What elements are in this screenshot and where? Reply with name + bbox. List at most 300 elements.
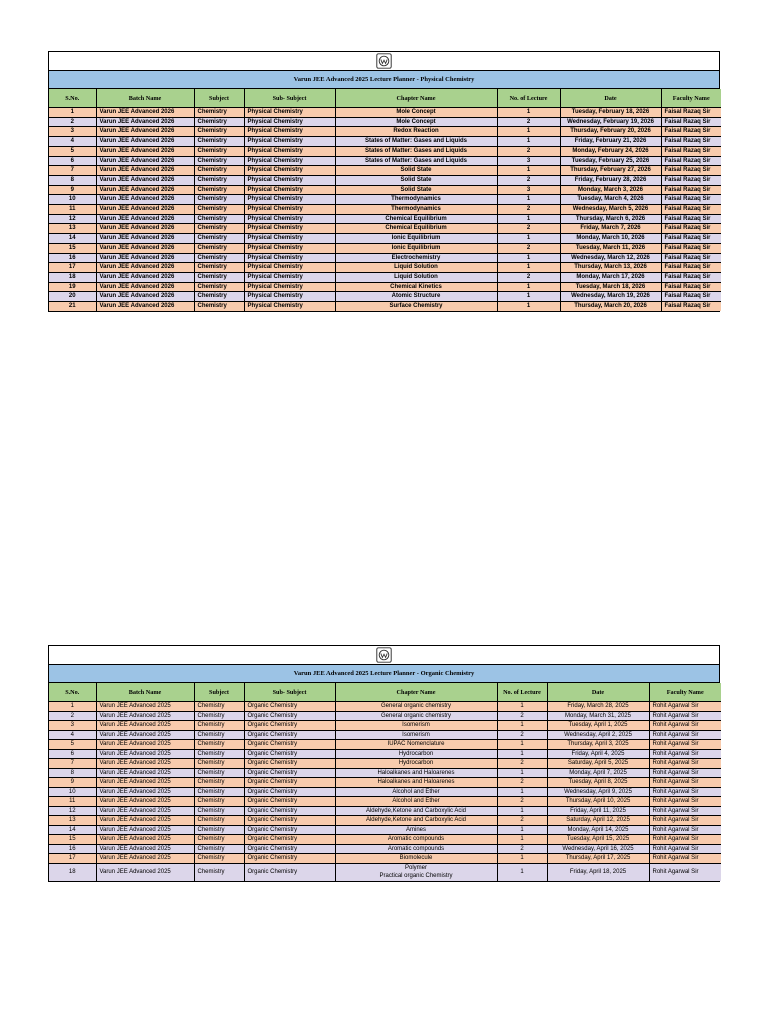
cell-lecture-count: 1: [497, 234, 560, 244]
cell-sno: 3: [49, 721, 96, 731]
table-row: [49, 156, 721, 166]
cell-chapter-name: Alcohol and Ether: [335, 787, 497, 797]
cell-line: Practical organic Chemistry: [379, 873, 453, 879]
table-row: [49, 740, 721, 750]
cell-faculty-name: Faisal Razaq Sir: [661, 156, 721, 166]
header-sno: S.No.: [49, 89, 96, 108]
lecture-table: [49, 683, 721, 881]
cell-date: Friday, February 21, 2026: [560, 137, 661, 147]
organic-chemistry-planner: [48, 645, 720, 882]
cell-date: Wednesday, April 2, 2025: [547, 730, 649, 740]
header-lecture-count: No. of Lecture: [497, 89, 560, 108]
cell-sno: 1: [49, 108, 96, 118]
table-row: [49, 721, 721, 731]
cell-subject: Chemistry: [194, 214, 244, 224]
cell-date: Thursday, February 20, 2026: [560, 127, 661, 137]
cell-batch-name: Varun JEE Advanced 2025: [96, 797, 194, 807]
cell-sub-subject: Physical Chemistry: [244, 205, 335, 215]
cell-lecture-count: 1: [497, 292, 560, 302]
cell-batch-name: Varun JEE Advanced 2026: [96, 224, 194, 234]
cell-date: Saturday, April 5, 2025: [547, 759, 649, 769]
cell-subject: Chemistry: [194, 253, 244, 263]
cell-batch-name: Varun JEE Advanced 2025: [96, 816, 194, 826]
cell-sub-subject: Organic Chemistry: [244, 730, 335, 740]
cell-sub-subject: Organic Chemistry: [244, 806, 335, 816]
cell-lecture-count: 1: [497, 214, 560, 224]
table-row: [49, 263, 721, 273]
cell-date: Tuesday, April 1, 2025: [547, 721, 649, 731]
cell-lecture-count: 1: [497, 749, 547, 759]
cell-chapter-name: Redox Reaction: [335, 127, 497, 137]
cell-subject: Chemistry: [194, 787, 244, 797]
cell-date: Tuesday, March 18, 2026: [560, 282, 661, 292]
cell-sno: 5: [49, 740, 96, 750]
cell-chapter-name: States of Matter: Gases and Liquids: [335, 146, 497, 156]
cell-batch-name: Varun JEE Advanced 2025: [96, 730, 194, 740]
cell-chapter-name: Ionic Equilibrium: [335, 234, 497, 244]
cell-faculty-name: Faisal Razaq Sir: [661, 137, 721, 147]
logo-row: [49, 646, 719, 665]
institute-logo-icon: [376, 647, 392, 663]
cell-lecture-count: 1: [497, 740, 547, 750]
cell-sno: 12: [49, 806, 96, 816]
cell-subject: Chemistry: [194, 702, 244, 712]
cell-sno: 21: [49, 302, 96, 311]
cell-chapter-name: [335, 863, 497, 881]
cell-sno: 9: [49, 778, 96, 788]
cell-sno: 7: [49, 759, 96, 769]
cell-faculty-name: Rohit Agarwal Sir: [649, 702, 721, 712]
cell-batch-name: Varun JEE Advanced 2026: [96, 108, 194, 118]
table-row: [49, 835, 721, 845]
cell-sno: 4: [49, 137, 96, 147]
cell-lecture-count: 1: [497, 787, 547, 797]
cell-sub-subject: Physical Chemistry: [244, 272, 335, 282]
cell-batch-name: Varun JEE Advanced 2025: [96, 863, 194, 881]
cell-faculty-name: Faisal Razaq Sir: [661, 214, 721, 224]
cell-sub-subject: Physical Chemistry: [244, 263, 335, 273]
cell-faculty-name: Faisal Razaq Sir: [661, 175, 721, 185]
cell-sno: 12: [49, 214, 96, 224]
cell-sno: 6: [49, 749, 96, 759]
cell-batch-name: Varun JEE Advanced 2026: [96, 175, 194, 185]
cell-subject: Chemistry: [194, 835, 244, 845]
cell-chapter-name: Solid State: [335, 166, 497, 176]
table-row: [49, 854, 721, 864]
cell-batch-name: Varun JEE Advanced 2026: [96, 205, 194, 215]
cell-date: Friday, March 28, 2025: [547, 702, 649, 712]
header-date: Date: [560, 89, 661, 108]
cell-chapter-name: Biomolecule: [335, 854, 497, 864]
cell-sub-subject: Organic Chemistry: [244, 740, 335, 750]
cell-date: Monday, March 10, 2026: [560, 234, 661, 244]
table-row: [49, 825, 721, 835]
table-row: [49, 175, 721, 185]
cell-date: Wednesday, April 16, 2025: [547, 844, 649, 854]
table-row: [49, 768, 721, 778]
cell-batch-name: Varun JEE Advanced 2026: [96, 195, 194, 205]
header-row: [49, 683, 721, 702]
cell-sub-subject: Physical Chemistry: [244, 214, 335, 224]
cell-subject: Chemistry: [194, 854, 244, 864]
cell-sno: 2: [49, 711, 96, 721]
cell-subject: Chemistry: [194, 205, 244, 215]
cell-sno: 18: [49, 272, 96, 282]
cell-sub-subject: Physical Chemistry: [244, 127, 335, 137]
cell-chapter-name: Haloalkanes and Haloarenes: [335, 778, 497, 788]
cell-sub-subject: Organic Chemistry: [244, 778, 335, 788]
cell-chapter-name: States of Matter: Gases and Liquids: [335, 137, 497, 147]
cell-date: Thursday, April 17, 2025: [547, 854, 649, 864]
cell-faculty-name: Faisal Razaq Sir: [661, 117, 721, 127]
cell-lecture-count: 2: [497, 816, 547, 826]
cell-chapter-name: Atomic Structure: [335, 292, 497, 302]
cell-sub-subject: Organic Chemistry: [244, 759, 335, 769]
cell-lecture-count: 1: [497, 702, 547, 712]
cell-date: Thursday, February 27, 2026: [560, 166, 661, 176]
cell-faculty-name: Faisal Razaq Sir: [661, 263, 721, 273]
cell-lecture-count: 2: [497, 146, 560, 156]
cell-faculty-name: Rohit Agarwal Sir: [649, 825, 721, 835]
cell-subject: Chemistry: [194, 243, 244, 253]
cell-faculty-name: Faisal Razaq Sir: [661, 195, 721, 205]
cell-chapter-name: Isomerism: [335, 721, 497, 731]
cell-chapter-name: Aldehyde,Ketone and Carboxylic Acid: [335, 806, 497, 816]
cell-chapter-name: Solid State: [335, 175, 497, 185]
cell-chapter-name: Liquid Solution: [335, 263, 497, 273]
cell-date: Tuesday, April 8, 2025: [547, 778, 649, 788]
cell-sno: 18: [49, 863, 96, 881]
cell-date: Thursday, March 20, 2026: [560, 302, 661, 311]
cell-sno: 17: [49, 263, 96, 273]
cell-lecture-count: 1: [497, 863, 547, 881]
cell-lecture-count: 3: [497, 185, 560, 195]
cell-subject: Chemistry: [194, 740, 244, 750]
cell-batch-name: Varun JEE Advanced 2026: [96, 263, 194, 273]
cell-sub-subject: Organic Chemistry: [244, 863, 335, 881]
cell-batch-name: Varun JEE Advanced 2026: [96, 166, 194, 176]
cell-lecture-count: 2: [497, 205, 560, 215]
cell-date: Tuesday, February 18, 2026: [560, 108, 661, 118]
cell-faculty-name: Rohit Agarwal Sir: [649, 711, 721, 721]
cell-sno: 14: [49, 234, 96, 244]
cell-chapter-name: Isomerism: [335, 730, 497, 740]
cell-subject: Chemistry: [194, 844, 244, 854]
logo-row: [49, 52, 719, 71]
cell-sno: 15: [49, 243, 96, 253]
cell-faculty-name: Rohit Agarwal Sir: [649, 749, 721, 759]
cell-batch-name: Varun JEE Advanced 2025: [96, 721, 194, 731]
cell-sno: 15: [49, 835, 96, 845]
table-row: [49, 816, 721, 826]
cell-batch-name: Varun JEE Advanced 2026: [96, 137, 194, 147]
table-row: [49, 797, 721, 807]
cell-sno: 1: [49, 702, 96, 712]
cell-batch-name: Varun JEE Advanced 2025: [96, 711, 194, 721]
cell-sub-subject: Organic Chemistry: [244, 797, 335, 807]
cell-subject: Chemistry: [194, 302, 244, 311]
lecture-table: [49, 89, 721, 311]
cell-batch-name: Varun JEE Advanced 2026: [96, 282, 194, 292]
planner-title: Varun JEE Advanced 2025 Lecture Planner - Physical Chemistry: [49, 71, 719, 89]
cell-sno: 16: [49, 253, 96, 263]
cell-subject: Chemistry: [194, 272, 244, 282]
cell-batch-name: Varun JEE Advanced 2026: [96, 185, 194, 195]
cell-date: Thursday, April 3, 2025: [547, 740, 649, 750]
cell-chapter-name: Hydrocarbon: [335, 759, 497, 769]
cell-subject: Chemistry: [194, 156, 244, 166]
cell-sub-subject: Organic Chemistry: [244, 844, 335, 854]
cell-chapter-name: Alcohol and Ether: [335, 797, 497, 807]
cell-lecture-count: 2: [497, 778, 547, 788]
table-row: [49, 787, 721, 797]
cell-subject: Chemistry: [194, 263, 244, 273]
cell-date: Wednesday, March 12, 2026: [560, 253, 661, 263]
cell-sno: 14: [49, 825, 96, 835]
cell-sno: 11: [49, 797, 96, 807]
cell-lecture-count: 1: [497, 721, 547, 731]
cell-sno: 5: [49, 146, 96, 156]
cell-sub-subject: Physical Chemistry: [244, 175, 335, 185]
cell-chapter-name: Chemical Equilibrium: [335, 214, 497, 224]
cell-chapter-name: Amines: [335, 825, 497, 835]
table-row: [49, 302, 721, 311]
cell-date: Thursday, April 10, 2025: [547, 797, 649, 807]
header-subject: Subject: [194, 89, 244, 108]
cell-lecture-count: 2: [497, 759, 547, 769]
cell-faculty-name: Rohit Agarwal Sir: [649, 863, 721, 881]
cell-subject: Chemistry: [194, 749, 244, 759]
cell-chapter-name: General organic chemistry: [335, 711, 497, 721]
header-row: [49, 89, 721, 108]
cell-lecture-count: 2: [497, 272, 560, 282]
cell-sub-subject: Organic Chemistry: [244, 787, 335, 797]
cell-subject: Chemistry: [194, 806, 244, 816]
cell-lecture-count: 1: [497, 127, 560, 137]
cell-faculty-name: Faisal Razaq Sir: [661, 292, 721, 302]
table-row: [49, 185, 721, 195]
cell-sub-subject: Physical Chemistry: [244, 137, 335, 147]
table-row: [49, 253, 721, 263]
cell-subject: Chemistry: [194, 137, 244, 147]
table-row: [49, 759, 721, 769]
cell-date: Wednesday, March 5, 2026: [560, 205, 661, 215]
cell-subject: Chemistry: [194, 166, 244, 176]
cell-lecture-count: 2: [497, 243, 560, 253]
cell-sub-subject: Organic Chemistry: [244, 835, 335, 845]
table-row: [49, 205, 721, 215]
cell-subject: Chemistry: [194, 185, 244, 195]
header-sno: S.No.: [49, 683, 96, 702]
cell-date: Monday, February 24, 2026: [560, 146, 661, 156]
table-row: [49, 214, 721, 224]
cell-sub-subject: Physical Chemistry: [244, 117, 335, 127]
cell-sub-subject: Organic Chemistry: [244, 816, 335, 826]
cell-lecture-count: 2: [497, 224, 560, 234]
cell-subject: Chemistry: [194, 146, 244, 156]
cell-faculty-name: Rohit Agarwal Sir: [649, 759, 721, 769]
cell-subject: Chemistry: [194, 224, 244, 234]
cell-subject: Chemistry: [194, 825, 244, 835]
cell-subject: Chemistry: [194, 711, 244, 721]
cell-faculty-name: Rohit Agarwal Sir: [649, 730, 721, 740]
cell-date: Wednesday, April 9, 2025: [547, 787, 649, 797]
cell-subject: Chemistry: [194, 292, 244, 302]
cell-chapter-name: Aromatic compounds: [335, 844, 497, 854]
cell-lecture-count: 1: [497, 854, 547, 864]
cell-faculty-name: Rohit Agarwal Sir: [649, 797, 721, 807]
cell-subject: Chemistry: [194, 175, 244, 185]
cell-date: Saturday, April 12, 2025: [547, 816, 649, 826]
cell-chapter-name: Thermodynamics: [335, 205, 497, 215]
cell-faculty-name: Faisal Razaq Sir: [661, 282, 721, 292]
cell-lecture-count: 1: [497, 282, 560, 292]
cell-subject: Chemistry: [194, 195, 244, 205]
cell-sno: 10: [49, 787, 96, 797]
cell-lecture-count: 2: [497, 711, 547, 721]
cell-sub-subject: Physical Chemistry: [244, 156, 335, 166]
cell-faculty-name: Faisal Razaq Sir: [661, 253, 721, 263]
cell-chapter-name: Surface Chemistry: [335, 302, 497, 311]
cell-faculty-name: Rohit Agarwal Sir: [649, 721, 721, 731]
table-row: [49, 272, 721, 282]
cell-date: Friday, February 28, 2026: [560, 175, 661, 185]
cell-lecture-count: 2: [497, 175, 560, 185]
cell-sub-subject: Physical Chemistry: [244, 108, 335, 118]
cell-date: Tuesday, February 25, 2026: [560, 156, 661, 166]
cell-faculty-name: Faisal Razaq Sir: [661, 272, 721, 282]
cell-sub-subject: Organic Chemistry: [244, 702, 335, 712]
cell-faculty-name: Rohit Agarwal Sir: [649, 778, 721, 788]
cell-lecture-count: 3: [497, 156, 560, 166]
cell-sno: 17: [49, 854, 96, 864]
cell-subject: Chemistry: [194, 863, 244, 881]
cell-lecture-count: 2: [497, 797, 547, 807]
cell-subject: Chemistry: [194, 127, 244, 137]
cell-sub-subject: Organic Chemistry: [244, 825, 335, 835]
cell-batch-name: Varun JEE Advanced 2026: [96, 292, 194, 302]
cell-sub-subject: Physical Chemistry: [244, 195, 335, 205]
cell-date: Friday, April 18, 2025: [547, 863, 649, 881]
cell-chapter-name: Solid State: [335, 185, 497, 195]
cell-chapter-name: General organic chemistry: [335, 702, 497, 712]
cell-subject: Chemistry: [194, 721, 244, 731]
cell-sub-subject: Physical Chemistry: [244, 292, 335, 302]
table-row: [49, 844, 721, 854]
header-subject: Subject: [194, 683, 244, 702]
cell-batch-name: Varun JEE Advanced 2025: [96, 806, 194, 816]
cell-batch-name: Varun JEE Advanced 2026: [96, 127, 194, 137]
cell-faculty-name: Faisal Razaq Sir: [661, 108, 721, 118]
cell-batch-name: Varun JEE Advanced 2025: [96, 749, 194, 759]
cell-batch-name: Varun JEE Advanced 2026: [96, 302, 194, 311]
planner-title: Varun JEE Advanced 2025 Lecture Planner - Organic Chemistry: [49, 665, 719, 683]
cell-faculty-name: Faisal Razaq Sir: [661, 224, 721, 234]
cell-chapter-name: Chemical Equilibrium: [335, 224, 497, 234]
cell-sno: 10: [49, 195, 96, 205]
cell-batch-name: Varun JEE Advanced 2025: [96, 768, 194, 778]
header-chapter-name: Chapter Name: [335, 89, 497, 108]
cell-batch-name: Varun JEE Advanced 2025: [96, 702, 194, 712]
table-row: [49, 711, 721, 721]
cell-sub-subject: Physical Chemistry: [244, 243, 335, 253]
cell-sub-subject: Physical Chemistry: [244, 253, 335, 263]
cell-sub-subject: Physical Chemistry: [244, 166, 335, 176]
cell-faculty-name: Faisal Razaq Sir: [661, 302, 721, 311]
cell-batch-name: Varun JEE Advanced 2025: [96, 778, 194, 788]
cell-date: Wednesday, March 19, 2026: [560, 292, 661, 302]
cell-sno: 20: [49, 292, 96, 302]
table-row: [49, 243, 721, 253]
header-chapter-name: Chapter Name: [335, 683, 497, 702]
cell-date: Wednesday, February 19, 2026: [560, 117, 661, 127]
cell-faculty-name: Rohit Agarwal Sir: [649, 835, 721, 845]
cell-batch-name: Varun JEE Advanced 2025: [96, 835, 194, 845]
cell-sub-subject: Organic Chemistry: [244, 721, 335, 731]
table-row: [49, 702, 721, 712]
cell-lecture-count: 1: [497, 825, 547, 835]
institute-logo-icon: [376, 53, 392, 69]
cell-date: Tuesday, April 15, 2025: [547, 835, 649, 845]
cell-faculty-name: Faisal Razaq Sir: [661, 146, 721, 156]
cell-subject: Chemistry: [194, 117, 244, 127]
cell-date: Monday, April 14, 2025: [547, 825, 649, 835]
cell-lecture-count: 1: [497, 195, 560, 205]
cell-batch-name: Varun JEE Advanced 2026: [96, 253, 194, 263]
cell-sno: 6: [49, 156, 96, 166]
cell-sno: 13: [49, 816, 96, 826]
header-date: Date: [547, 683, 649, 702]
cell-faculty-name: Faisal Razaq Sir: [661, 205, 721, 215]
cell-sno: 16: [49, 844, 96, 854]
cell-sub-subject: Organic Chemistry: [244, 711, 335, 721]
header-faculty-name: Faculty Name: [661, 89, 721, 108]
table-row: [49, 108, 721, 118]
cell-batch-name: Varun JEE Advanced 2025: [96, 787, 194, 797]
table-row: [49, 749, 721, 759]
cell-chapter-name: Aromatic compounds: [335, 835, 497, 845]
cell-batch-name: Varun JEE Advanced 2026: [96, 156, 194, 166]
cell-faculty-name: Rohit Agarwal Sir: [649, 806, 721, 816]
cell-batch-name: Varun JEE Advanced 2025: [96, 740, 194, 750]
cell-subject: Chemistry: [194, 730, 244, 740]
cell-chapter-name: Hydrocarbon: [335, 749, 497, 759]
cell-lecture-count: 2: [497, 730, 547, 740]
cell-sub-subject: Physical Chemistry: [244, 302, 335, 311]
cell-chapter-name: Chemical Kinetics: [335, 282, 497, 292]
table-row: [49, 282, 721, 292]
cell-lecture-count: 1: [497, 108, 560, 118]
cell-lecture-count: 1: [497, 253, 560, 263]
cell-lecture-count: 1: [497, 806, 547, 816]
table-row: [49, 730, 721, 740]
cell-faculty-name: Rohit Agarwal Sir: [649, 740, 721, 750]
cell-date: Monday, March 31, 2025: [547, 711, 649, 721]
cell-chapter-name: Liquid Solution: [335, 272, 497, 282]
cell-lecture-count: 2: [497, 117, 560, 127]
cell-batch-name: Varun JEE Advanced 2026: [96, 272, 194, 282]
cell-sno: 4: [49, 730, 96, 740]
cell-faculty-name: Rohit Agarwal Sir: [649, 816, 721, 826]
cell-batch-name: Varun JEE Advanced 2025: [96, 854, 194, 864]
cell-sno: 3: [49, 127, 96, 137]
cell-sno: 9: [49, 185, 96, 195]
cell-date: Friday, April 11, 2025: [547, 806, 649, 816]
cell-lecture-count: 1: [497, 263, 560, 273]
cell-batch-name: Varun JEE Advanced 2026: [96, 117, 194, 127]
cell-subject: Chemistry: [194, 816, 244, 826]
table-row: [49, 863, 721, 881]
